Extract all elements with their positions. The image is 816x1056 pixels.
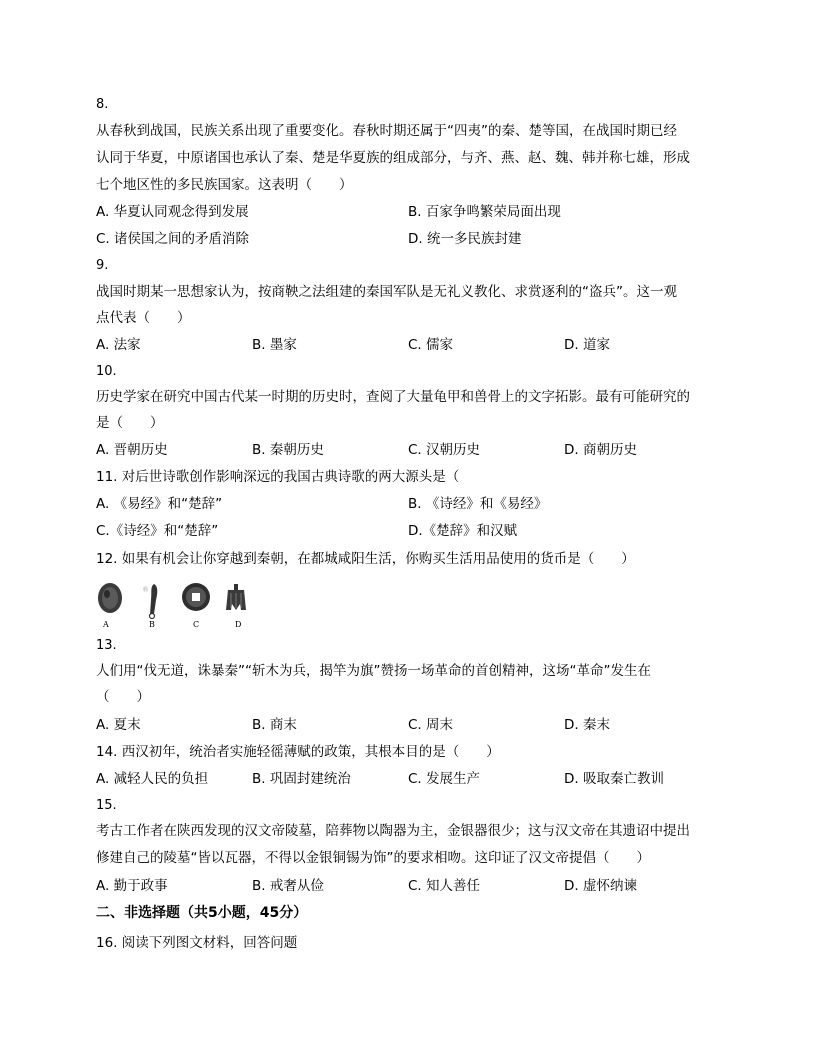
question-13-option-c: C. 周末 xyxy=(408,717,454,733)
question-11-option-c: C.《诗经》和“楚辞” xyxy=(96,523,219,539)
question-8-option-b: B. 百家争鸣繁荣局面出现 xyxy=(408,204,561,220)
question-8-number: 8. xyxy=(96,97,109,112)
question-11-option-a: A. 《易经》和“楚辞” xyxy=(96,496,223,512)
question-13-option-b: B. 商末 xyxy=(252,717,297,733)
question-8-stem-line1: 从春秋到战国，民族关系出现了重要变化。春秋时期还属于“四夷”的秦、楚等国，在战国时期已经 xyxy=(96,123,677,139)
question-12-stem: 12. 如果有机会让你穿越到秦朝，在都城咸阳生活，你购买生活用品使用的货币是（ ） xyxy=(96,551,635,567)
question-11-option-d: D.《楚辞》和汉赋 xyxy=(408,523,518,539)
question-9-option-c: C. 儒家 xyxy=(408,337,454,353)
question-8-option-d: D. 统一多民族封建 xyxy=(408,231,522,247)
question-8-option-a: A. 华夏认同观念得到发展 xyxy=(96,204,249,220)
currency-images xyxy=(96,580,266,632)
question-16-stem: 16. 阅读下列图文材料，回答问题 xyxy=(96,935,298,951)
question-14-option-b: B. 巩固封建统治 xyxy=(252,771,351,787)
question-8-option-c: C. 诸侯国之间的矛盾消除 xyxy=(96,231,250,247)
question-13-stem-line2: （ ） xyxy=(96,689,150,705)
question-11-stem: 11. 对后世诗歌创作影响深远的我国古典诗歌的两大源头是（ xyxy=(96,469,460,485)
coin-b-image xyxy=(143,584,157,619)
question-15-option-b: B. 戒奢从俭 xyxy=(252,878,324,894)
question-10-option-d: D. 商朝历史 xyxy=(564,442,637,458)
coin-label-a: A xyxy=(103,620,109,629)
question-15-number: 15. xyxy=(96,798,117,813)
question-14-option-a: A. 减轻人民的负担 xyxy=(96,771,209,787)
question-13-option-d: D. 秦末 xyxy=(564,717,610,733)
question-10-option-b: B. 秦朝历史 xyxy=(252,442,324,458)
question-9-option-b: B. 墨家 xyxy=(252,337,297,353)
coin-a-image xyxy=(98,583,122,613)
question-10-number: 10. xyxy=(96,364,117,379)
question-8-stem-line2: 认同于华夏，中原诸国也承认了秦、楚是华夏族的组成部分，与齐、燕、赵、魏、韩并称七雄，形成 xyxy=(96,150,690,166)
question-9-stem-line1: 战国时期某一思想家认为，按商鞅之法组建的秦国军队是无礼义教化、求赏逐利的“盗兵”。这一观 xyxy=(96,284,677,300)
coin-label-d: D xyxy=(235,620,242,629)
question-15-stem-line1: 考古工作者在陕西发现的汉文帝陵墓，陪葬物以陶器为主，金银器很少；这与汉文帝在其遗诏中提出 xyxy=(96,823,690,839)
question-14-option-d: D. 吸取秦亡教训 xyxy=(564,771,664,787)
question-9-option-d: D. 道家 xyxy=(564,337,610,353)
question-9-option-a: A. 法家 xyxy=(96,337,141,353)
question-15-stem-line2: 修建自己的陵墓“皆以瓦器，不得以金银铜锡为饰”的要求相吻。这印证了汉文帝提倡（ ） xyxy=(96,850,650,866)
question-10-option-a: A. 晋朝历史 xyxy=(96,442,168,458)
question-13-option-a: A. 夏末 xyxy=(96,717,141,733)
coin-label-c: C xyxy=(193,620,200,629)
coin-d-image xyxy=(226,584,246,610)
question-15-option-a: A. 勤于政事 xyxy=(96,878,168,894)
coin-label-b: B xyxy=(149,620,155,629)
question-10-option-c: C. 汉朝历史 xyxy=(408,442,481,458)
question-8-stem-line3: 七个地区性的多民族国家。这表明（ ） xyxy=(96,177,353,193)
question-13-stem-line1: 人们用“伐无道，诛暴秦”“斩木为兵，揭竿为旗”赞扬一场革命的首创精神，这场“革命”发生在 xyxy=(96,663,651,679)
question-9-stem-line2: 点代表（ ） xyxy=(96,310,191,326)
section-2-heading: 二、非选择题（共5小题，45分） xyxy=(96,905,308,921)
question-14-option-c: C. 发展生产 xyxy=(408,771,481,787)
question-10-stem-line1: 历史学家在研究中国古代某一时期的历史时，查阅了大量龟甲和兽骨上的文字拓影。最有可能研究的 xyxy=(96,389,690,405)
question-11-option-b: B. 《诗经》和《易经》 xyxy=(408,496,548,512)
question-15-option-c: C. 知人善任 xyxy=(408,878,481,894)
question-10-stem-line2: 是（ ） xyxy=(96,415,164,431)
question-9-number: 9. xyxy=(96,258,109,273)
question-15-option-d: D. 虚怀纳谏 xyxy=(564,878,637,894)
question-13-number: 13. xyxy=(96,638,117,653)
question-14-stem: 14. 西汉初年，统治者实施轻徭薄赋的政策，其根本目的是（ ） xyxy=(96,744,500,760)
svg-text:Ⓡ: Ⓡ xyxy=(143,587,149,593)
coin-c-image xyxy=(182,583,210,611)
